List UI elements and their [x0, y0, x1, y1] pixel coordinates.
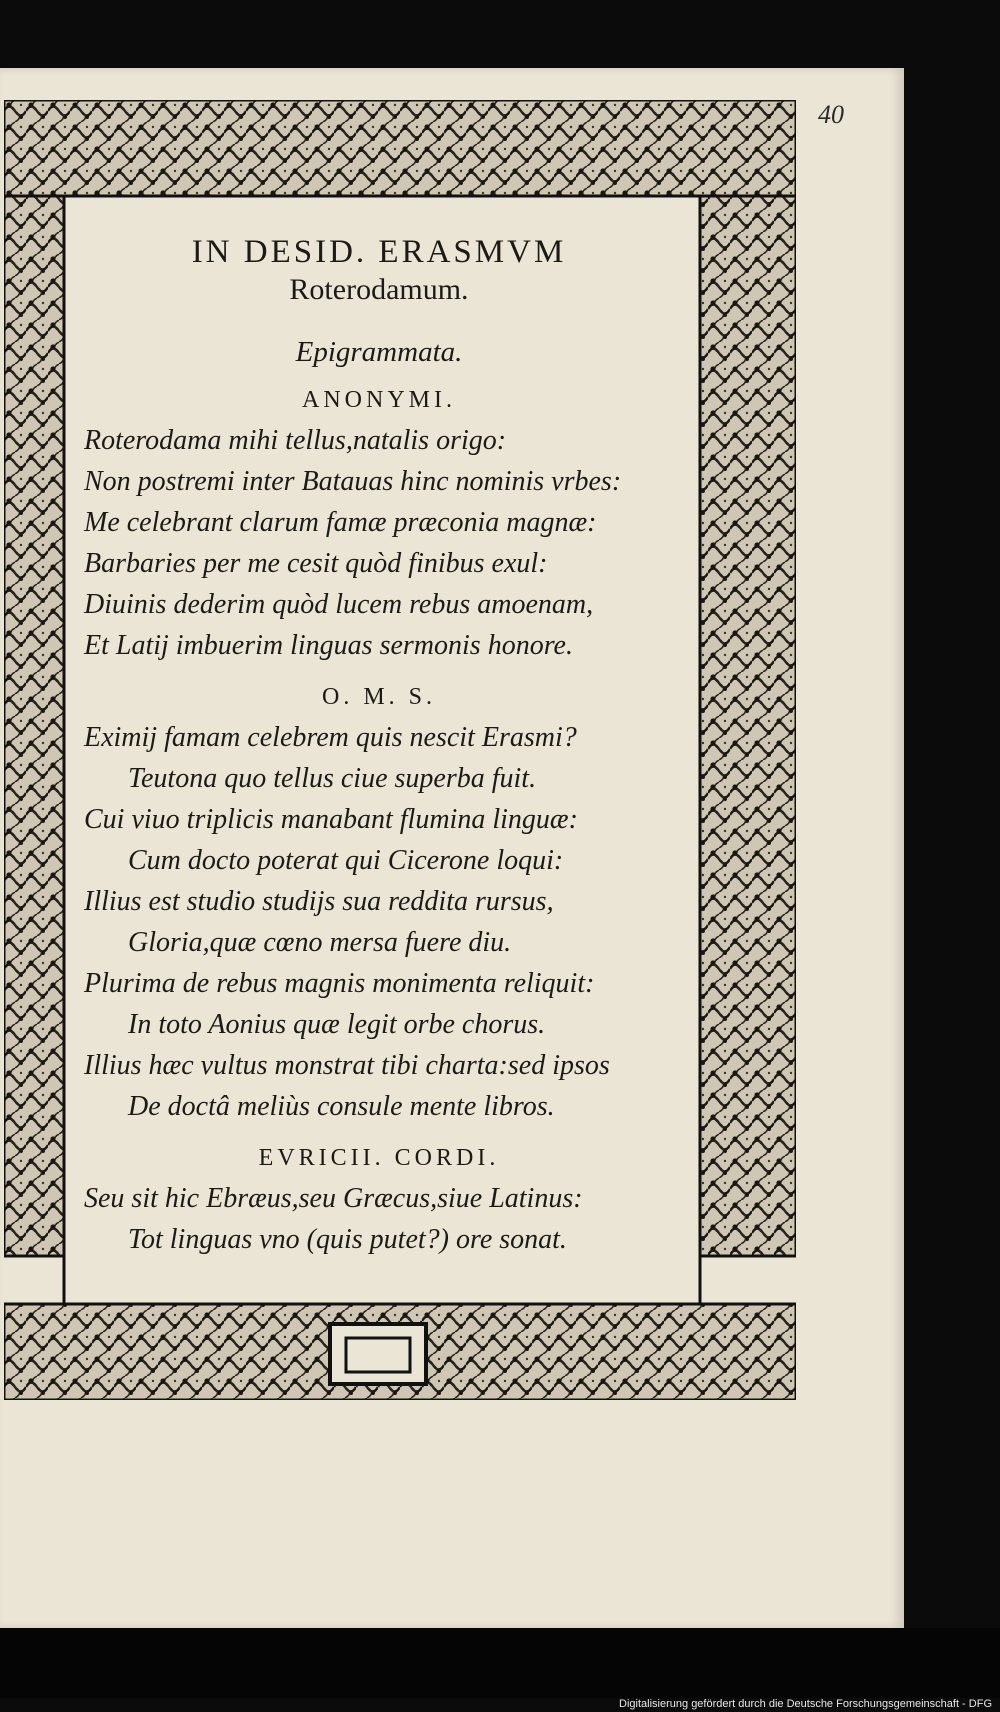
text-block: [84, 232, 684, 1260]
verse-line: Cum docto poterat qui Cicerone loqui:: [128, 845, 564, 876]
verse-line: Diuinis dederim quòd lucem rebus amoenam,: [84, 589, 594, 620]
verse-line: Barbaries per me cesit quòd finibus exul:: [84, 548, 548, 579]
verse-line: Eximij famam celebrem quis nescit Erasmi?: [84, 722, 577, 753]
verse-line: Illius hæc vultus monstrat tibi charta:sed ipsos: [84, 1050, 610, 1081]
verse-line: De doctâ meliùs consule mente libros.: [128, 1091, 555, 1122]
verse-line: Me celebrant clarum famæ præconia magnæ:: [84, 507, 597, 538]
verse-line: Seu sit hic Ebræus,seu Græcus,siue Latinus:: [84, 1183, 583, 1214]
poem-oms: [84, 717, 684, 1127]
author-heading-euricii: EVRICII. CORDI.: [258, 1145, 500, 1171]
poem-euricii: [84, 1178, 684, 1260]
page-subtitle: Roterodamum.: [289, 273, 469, 306]
section-label: Epigrammata.: [295, 336, 463, 368]
verse-line: Gloria,quæ cœno mersa fuere diu.: [128, 927, 512, 958]
scan-background-strip: [0, 1628, 1000, 1698]
poem-anonymi: [84, 420, 684, 666]
page-number: 40: [818, 100, 844, 129]
author-heading-anonymi: ANONYMI.: [302, 387, 456, 413]
author-heading-oms: O. M. S.: [321, 684, 437, 710]
verse-line: Tot linguas vno (quis putet?) ore sonat.: [128, 1224, 567, 1255]
verse-line: Cui viuo triplicis manabant flumina linguæ:: [84, 804, 578, 835]
verse-line: Illius est studio studijs sua reddita rursus,: [84, 886, 554, 917]
verse-line: Roterodama mihi tellus,natalis origo:: [84, 425, 507, 456]
digitization-credit: Digitalisierung gefördert durch die Deutsche Forschungsgemeinschaft - DFG: [619, 1698, 992, 1710]
verse-line: Non postremi inter Batauas hinc nominis vrbes:: [84, 466, 622, 497]
verse-line: Plurima de rebus magnis monimenta reliquit:: [84, 968, 595, 999]
page-title: IN DESID. ERASMVM: [191, 234, 567, 270]
verse-line: Et Latij imbuerim linguas sermonis honore.: [84, 630, 573, 661]
verse-line: Teutona quo tellus ciue superba fuit.: [128, 763, 537, 794]
verse-line: In toto Aonius quæ legit orbe chorus.: [128, 1009, 546, 1040]
